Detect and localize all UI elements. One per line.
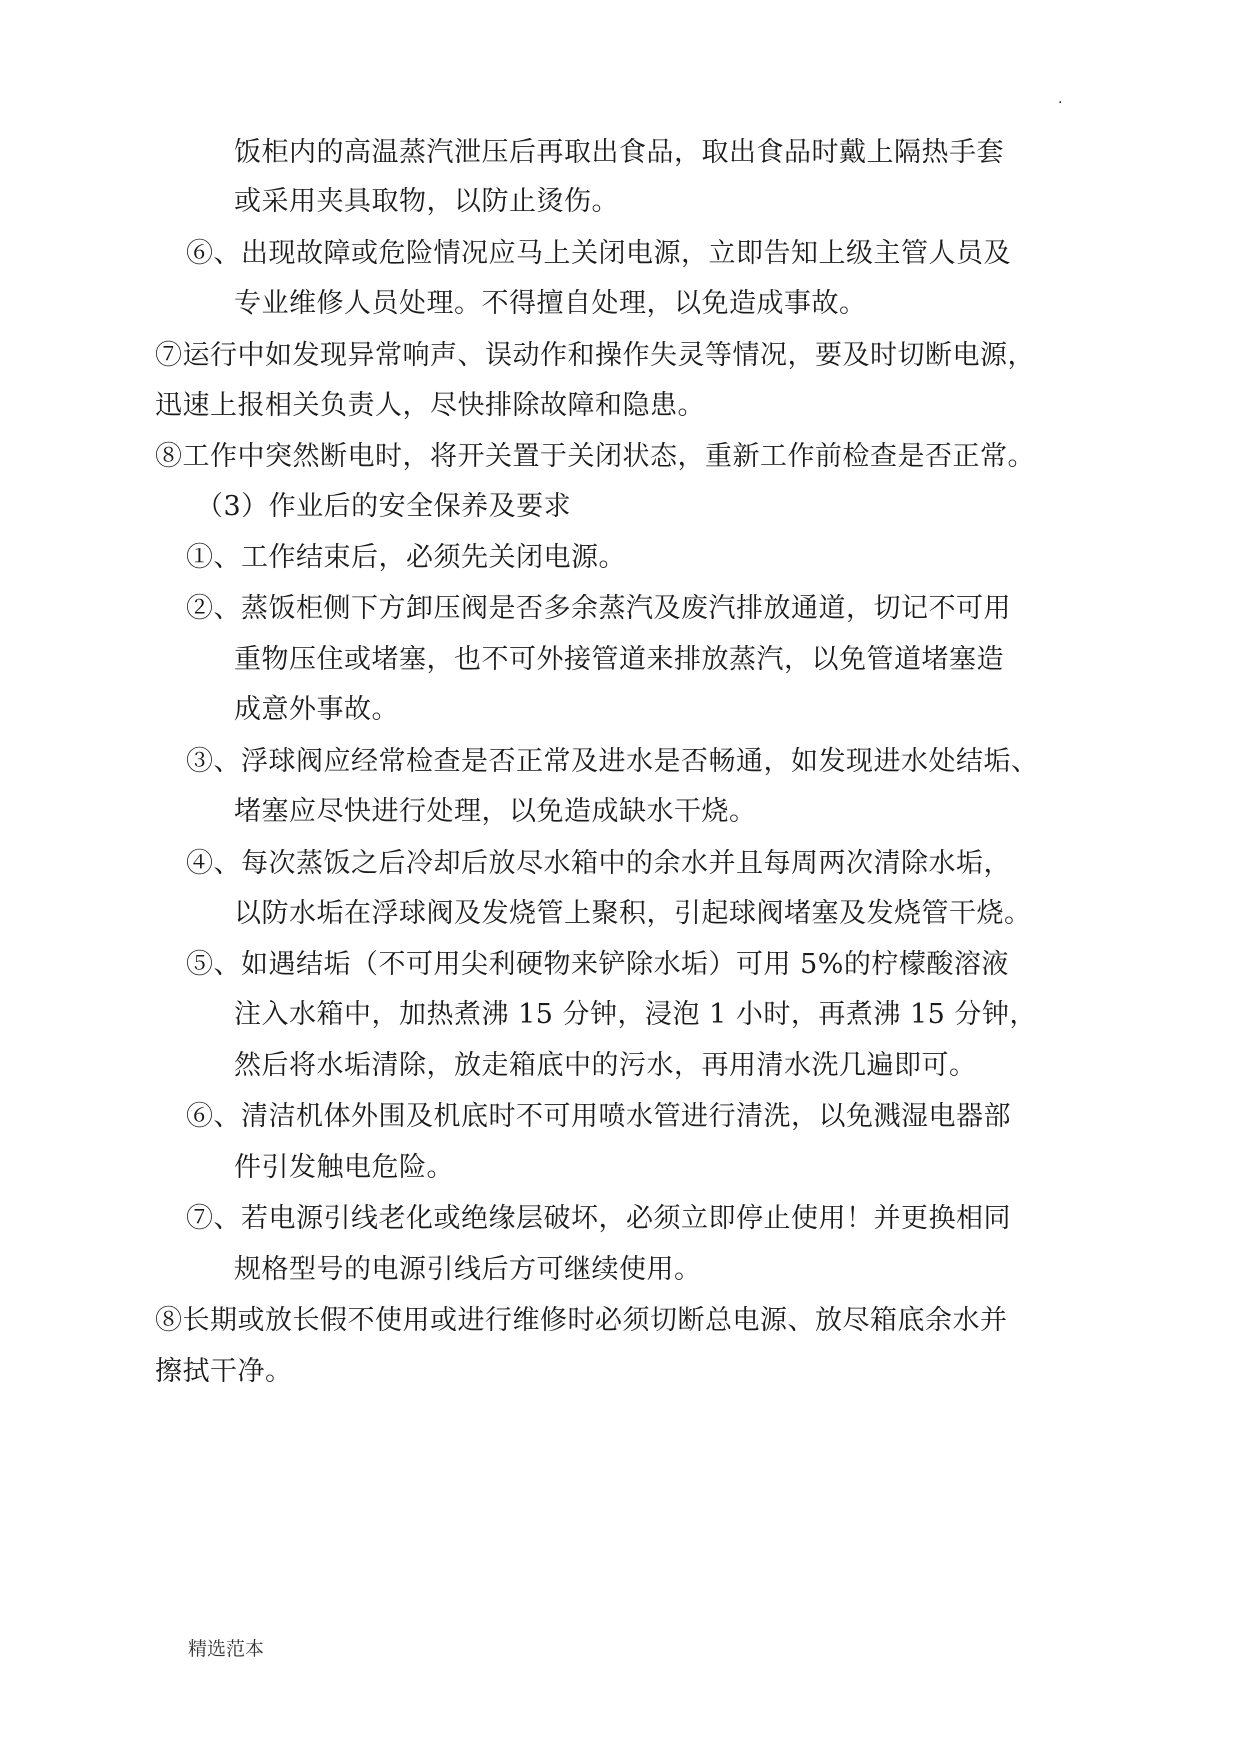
text-line: 件引发触电危险。 (234, 1152, 454, 1183)
text-line: 专业维修人员处理。不得擅自处理，以免造成事故。 (234, 288, 867, 319)
text-line: 迅速上报相关负责人，尽快排除故障和隐患。 (155, 390, 705, 421)
text-line: 注入水箱中，加热煮沸 15 分钟，浸泡 1 小时，再煮沸 15 分钟， (234, 999, 1037, 1030)
text-line: 成意外事故。 (234, 694, 399, 725)
text-line: 擦拭干净。 (155, 1356, 293, 1387)
text-line: 堵塞应尽快进行处理，以免造成缺水干烧。 (234, 796, 757, 827)
header-mark: . (1058, 91, 1063, 107)
text-line: 饭柜内的高温蒸汽泄压后再取出食品，取出食品时戴上隔热手套 (234, 137, 1004, 168)
text-line: ④、每次蒸饭之后冷却后放尽水箱中的余水并且每周两次清除水垢， (186, 848, 1011, 879)
text-line: 规格型号的电源引线后方可继续使用。 (234, 1254, 702, 1285)
text-line: ⑦运行中如发现异常响声、误动作和操作失灵等情况，要及时切断电源， (155, 340, 1035, 371)
text-line: 然后将水垢清除，放走箱底中的污水，再用清水洗几遍即可。 (234, 1050, 977, 1081)
text-line: ⑥、出现故障或危险情况应马上关闭电源，立即告知上级主管人员及 (186, 238, 1011, 269)
text-line: 以防水垢在浮球阀及发烧管上聚积，引起球阀堵塞及发烧管干烧。 (234, 898, 1032, 929)
text-line: ⑥、清洁机体外围及机底时不可用喷水管进行清洗，以免溅湿电器部 (186, 1101, 1011, 1132)
text-line: ⑧长期或放长假不使用或进行维修时必须切断总电源、放尽箱底余水并 (155, 1305, 1008, 1336)
section-heading: （3）作业后的安全保养及要求 (196, 491, 572, 522)
text-line: ⑦、若电源引线老化或绝缘层破坏，必须立即停止使用！并更换相同 (186, 1203, 1011, 1234)
text-line: ②、蒸饭柜侧下方卸压阀是否多余蒸汽及废汽排放通道，切记不可用 (186, 593, 1011, 624)
text-line: ⑧工作中突然断电时，将开关置于关闭状态，重新工作前检查是否正常。 (155, 441, 1035, 472)
text-line: ③、浮球阀应经常检查是否正常及进水是否畅通，如发现进水处结垢、 (186, 746, 1039, 777)
text-line: ⑤、如遇结垢（不可用尖利硬物来铲除水垢）可用 5%的柠檬酸溶液 (186, 949, 1009, 980)
text-line: 重物压住或堵塞，也不可外接管道来排放蒸汽，以免管道堵塞造 (234, 644, 1004, 675)
page-footer: 精选范本 (188, 1638, 265, 1660)
text-line: ①、工作结束后，必须先关闭电源。 (186, 542, 626, 573)
text-line: 或采用夹具取物，以防止烫伤。 (234, 186, 619, 217)
